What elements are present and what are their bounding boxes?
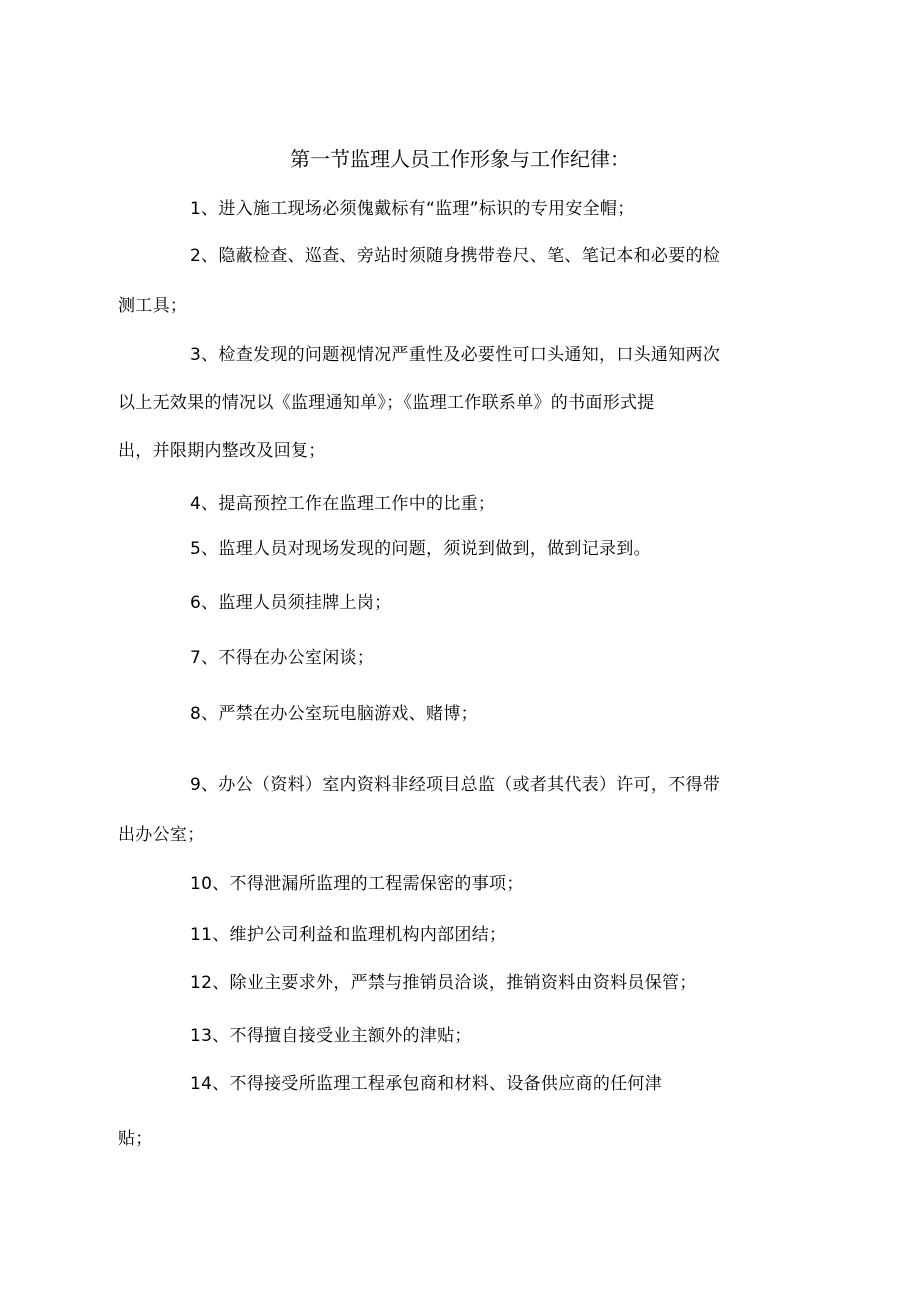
- rule-3-line-2: 以上无效果的情况以《监理通知单》；《监理工作联系单》的书面形式提: [118, 393, 655, 413]
- rule-9-line-2: 出办公室；: [118, 825, 205, 845]
- rule-1-line: 1、进入施工现场必须傀戴标有“监理”标识的专用安全帽；: [190, 199, 635, 219]
- rule-2-line-2: 测工具；: [118, 296, 188, 316]
- rule-2-line-1: 2、隐蔽检查、巡查、旁站时须随身携带卷尺、笔、笔记本和必要的检: [190, 246, 721, 266]
- rule-9-line-1: 9、办公（资料）室内资料非经项目总监（或者其代表）许可，不得带: [190, 775, 721, 795]
- rule-8-line: 8、严禁在办公室玩电脑游戏、赌博；: [190, 704, 478, 724]
- section-title: 第一节监理人员工作形象与工作纪律：: [290, 147, 630, 171]
- rule-4-line: 4、提高预控工作在监理工作中的比重；: [190, 494, 496, 514]
- rule-10-line: 10、不得泄漏所监理的工程需保密的事项；: [190, 874, 524, 894]
- rule-3-line-3: 出，并限期内整改及回复；: [118, 441, 326, 461]
- rule-14-line-2: 贴；: [118, 1129, 153, 1149]
- rule-3-line-1: 3、检查发现的问题视情况严重性及必要性可口头通知，口头通知两次: [190, 345, 721, 365]
- rule-5-line: 5、监理人员对现场发现的问题，须说到做到，做到记录到。: [190, 539, 651, 559]
- rule-12-line: 12、除业主要求外，严禁与推销员洽谈，推销资料由资料员保管；: [190, 973, 697, 993]
- rule-6-line: 6、监理人员须挂牌上岗；: [190, 593, 392, 613]
- rule-13-line: 13、不得擅自接受业主额外的津贴；: [190, 1026, 472, 1046]
- rule-11-line: 11、维护公司利益和监理机构内部团结；: [190, 925, 507, 945]
- rule-14-line-1: 14、不得接受所监理工程承包商和材料、设备供应商的任何津: [190, 1074, 663, 1094]
- rule-7-line: 7、不得在办公室闲谈；: [190, 648, 375, 668]
